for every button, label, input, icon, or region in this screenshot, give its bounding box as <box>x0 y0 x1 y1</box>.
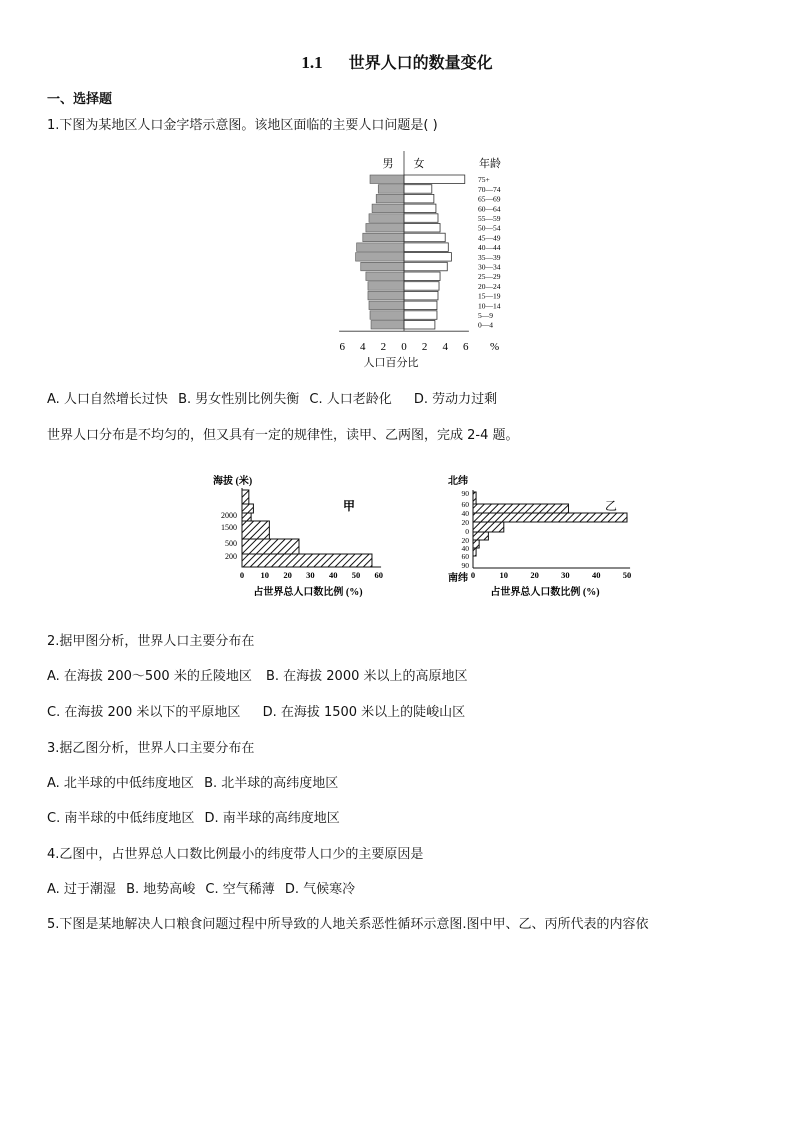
option-a[interactable]: A. 人口自然增长过快 <box>47 392 168 407</box>
age-tick-label: 20—24 <box>478 281 501 291</box>
male-bar-60—64 <box>372 204 404 213</box>
female-bar-20—24 <box>404 282 439 291</box>
male-bar-45—49 <box>363 233 404 242</box>
q4-option-c[interactable]: C. 空气稀薄 <box>205 882 275 897</box>
female-bar-40—44 <box>404 243 448 252</box>
jia-y-tick: 500 <box>225 539 237 548</box>
age-tick-label: 5—9 <box>478 311 493 320</box>
male-bar-20—24 <box>368 282 404 291</box>
yi-y-tick: 90 <box>461 489 469 498</box>
female-bar-65—69 <box>404 194 434 203</box>
pyramid-bars <box>339 151 469 331</box>
age-tick-label: 35—39 <box>478 252 501 262</box>
option-d[interactable]: D. 劳动力过剩 <box>413 392 498 407</box>
age-label: 年龄 <box>479 158 501 170</box>
age-tick-label: 50—54 <box>478 223 501 233</box>
pyramid-age-labels <box>478 175 501 330</box>
age-tick-label: 65—69 <box>478 194 501 204</box>
jia-y-tick: 2000 <box>221 511 237 520</box>
jia-bar-2000-3000 <box>242 490 249 504</box>
q4-option-d[interactable]: D. 气候寒冷 <box>284 882 356 897</box>
age-tick-label: 75+ <box>478 175 490 185</box>
yi-x-tick: 20 <box>530 570 539 580</box>
female-bar-70—74 <box>404 185 432 194</box>
question-3-options-row2 <box>47 807 340 826</box>
pyramid-x-unit: % <box>490 341 500 353</box>
yi-x-tick: 40 <box>591 570 601 580</box>
yi-x-tick: 10 <box>499 570 509 580</box>
male-label: 男 <box>382 158 394 170</box>
female-bar-10—14 <box>404 301 437 310</box>
page-title <box>0 50 794 73</box>
age-tick-label: 30—34 <box>478 262 501 272</box>
yi-y-tick: 90 <box>461 561 469 570</box>
question-1-options <box>47 388 497 407</box>
yi-top-label: 北纬 <box>448 476 468 487</box>
age-tick-label: 60—64 <box>478 204 501 214</box>
age-tick-label: 15—19 <box>478 291 501 301</box>
q2-option-a[interactable]: A. 在海拔 200～500 米的丘陵地区 <box>47 669 252 684</box>
pyramid-x-tick: 6 <box>463 341 469 353</box>
pyramid-x-tick: 2 <box>380 341 387 353</box>
yi-y-tick: 60 <box>461 500 469 509</box>
female-bar-15—19 <box>404 291 438 300</box>
pyramid-x-tick: 2 <box>421 341 428 353</box>
yi-x-tick: 0 <box>470 570 476 580</box>
female-bar-0—4 <box>404 321 435 330</box>
jia-ylabel: 海拔 (米) <box>213 476 253 487</box>
yi-y-tick: 0 <box>465 527 469 536</box>
jia-y-tick: 1500 <box>221 523 237 532</box>
jia-xlabel: 占世界总人口数比例 (%) <box>253 587 363 598</box>
female-bar-5—9 <box>404 311 437 320</box>
yi-bottom-label: 南纬 <box>448 573 468 584</box>
female-bar-55—59 <box>404 214 438 223</box>
pyramid-x-tick: 4 <box>442 341 448 353</box>
q3-option-a[interactable]: A. 北半球的中低纬度地区 <box>47 776 194 791</box>
male-bar-65—69 <box>376 194 404 203</box>
yi-y-tick: 60 <box>461 552 469 561</box>
q2-option-c[interactable]: C. 在海拔 200 米以下的平原地区 <box>47 705 241 720</box>
jia-bar-0-200 <box>242 554 372 567</box>
yi-bars <box>473 492 627 556</box>
question-3-options-row1 <box>47 772 338 791</box>
female-bar-45—49 <box>404 233 445 242</box>
q3-option-b[interactable]: B. 北半球的高纬度地区 <box>204 776 339 791</box>
yi-bar-20–40S <box>473 540 479 548</box>
female-label: 女 <box>413 158 425 170</box>
question-5-stem: 5.下图是某地解决人口粮食问题过程中所导致的人地关系恶性循环示意图.图中甲、乙、丙所代表的内容依 <box>47 917 649 932</box>
q3-option-c[interactable]: C. 南半球的中低纬度地区 <box>47 811 195 826</box>
jia-x-tick: 60 <box>374 570 384 580</box>
section-heading: 一、选择题 <box>47 92 113 107</box>
age-tick-label: 10—14 <box>478 301 501 311</box>
male-bar-15—19 <box>368 291 404 300</box>
q4-option-b[interactable]: B. 地势高峻 <box>126 882 196 897</box>
title-number: 1.1 <box>301 53 323 72</box>
title-text: 世界人口的数量变化 <box>348 53 493 72</box>
pyramid-x-tick: 0 <box>401 341 407 353</box>
female-bar-75+ <box>404 175 465 184</box>
yi-bar-0–20S <box>473 532 488 540</box>
age-tick-label: 70—74 <box>478 184 501 194</box>
yi-bar-0–20N <box>473 522 504 532</box>
q3-option-d[interactable]: D. 南半球的高纬度地区 <box>204 811 340 826</box>
female-bar-60—64 <box>404 204 436 213</box>
male-bar-25—29 <box>366 272 404 281</box>
yi-bar-20–40N <box>473 513 627 522</box>
question-2-options-row2 <box>47 701 465 720</box>
yi-y-tick: 40 <box>461 509 469 518</box>
yi-x-tick: 50 <box>622 570 632 580</box>
pyramid-x-tick: 6 <box>339 341 345 353</box>
male-bar-40—44 <box>357 243 404 252</box>
male-bar-55—59 <box>369 214 404 223</box>
question-4-options <box>47 878 355 897</box>
jia-x-tick: 20 <box>283 570 292 580</box>
jia-title: 甲 <box>343 499 356 513</box>
male-bar-5—9 <box>370 311 404 320</box>
yi-y-tick: 20 <box>461 536 469 545</box>
question-4-stem: 4.乙图中，占世界总人口数比例最小的纬度带人口少的主要原因是 <box>47 847 424 862</box>
age-tick-label: 0—4 <box>478 320 493 330</box>
age-tick-label: 40—44 <box>478 243 501 253</box>
male-bar-10—14 <box>369 301 404 310</box>
pyramid-x-tick: 4 <box>360 341 366 353</box>
jia-bar-200-500 <box>242 539 299 554</box>
question-2-options-row1 <box>47 665 468 684</box>
male-bar-30—34 <box>361 262 404 271</box>
q4-option-a[interactable]: A. 过于潮湿 <box>47 882 116 897</box>
jia-bar-500-1000 <box>242 521 269 539</box>
question-2-stem: 2.据甲图分析，世界人口主要分布在 <box>47 634 255 649</box>
jia-x-tick: 50 <box>351 570 361 580</box>
option-c[interactable]: C. 人口老龄化 <box>309 392 392 407</box>
yi-xlabel: 占世界总人口数比例 (%) <box>490 587 600 598</box>
jia-bar-1000-1500 <box>242 513 251 521</box>
age-tick-label: 25—29 <box>478 272 501 282</box>
male-bar-50—54 <box>366 224 404 233</box>
male-bar-75+ <box>370 175 404 184</box>
chart-yi <box>440 470 640 600</box>
jia-y-tick: 200 <box>225 552 237 561</box>
jia-x-tick: 40 <box>328 570 338 580</box>
jia-x-tick: 30 <box>306 570 315 580</box>
jia-bar-1500-2000 <box>242 504 253 513</box>
female-bar-30—34 <box>404 262 447 271</box>
male-bar-35—39 <box>356 253 404 262</box>
question-1-stem: 1.下图为某地区人口金字塔示意图。该地区面临的主要人口问题是( ) <box>47 118 438 133</box>
yi-x-tick: 30 <box>561 570 570 580</box>
female-bar-25—29 <box>404 272 440 281</box>
female-bar-35—39 <box>404 253 451 262</box>
question-3-stem: 3.据乙图分析，世界人口主要分布在 <box>47 741 255 756</box>
yi-y-tick: 20 <box>461 518 469 527</box>
q2-option-b[interactable]: B. 在海拔 2000 米以上的高原地区 <box>265 669 468 684</box>
chart-jia <box>205 470 400 600</box>
jia-x-tick: 0 <box>239 570 245 580</box>
option-b[interactable]: B. 男女性别比例失衡 <box>178 392 300 407</box>
yi-title: 乙 <box>605 499 618 513</box>
male-bar-0—4 <box>371 321 404 330</box>
female-bar-50—54 <box>404 224 440 233</box>
male-bar-70—74 <box>378 185 404 194</box>
pyramid-x-ticks <box>339 341 499 353</box>
population-pyramid-chart <box>322 148 512 373</box>
age-tick-label: 45—49 <box>478 233 501 243</box>
yi-bar-40–60N <box>473 504 568 513</box>
age-tick-label: 55—59 <box>478 214 501 223</box>
intro-text: 世界人口分布是不均匀的，但又具有一定的规律性，读甲、乙两图，完成 2-4 题。 <box>47 428 519 443</box>
pyramid-xlabel: 人口百分比 <box>363 357 419 369</box>
jia-x-tick: 10 <box>260 570 270 580</box>
yi-y-tick: 40 <box>461 544 469 553</box>
q2-option-d[interactable]: D. 在海拔 1500 米以上的陡峻山区 <box>262 705 466 720</box>
